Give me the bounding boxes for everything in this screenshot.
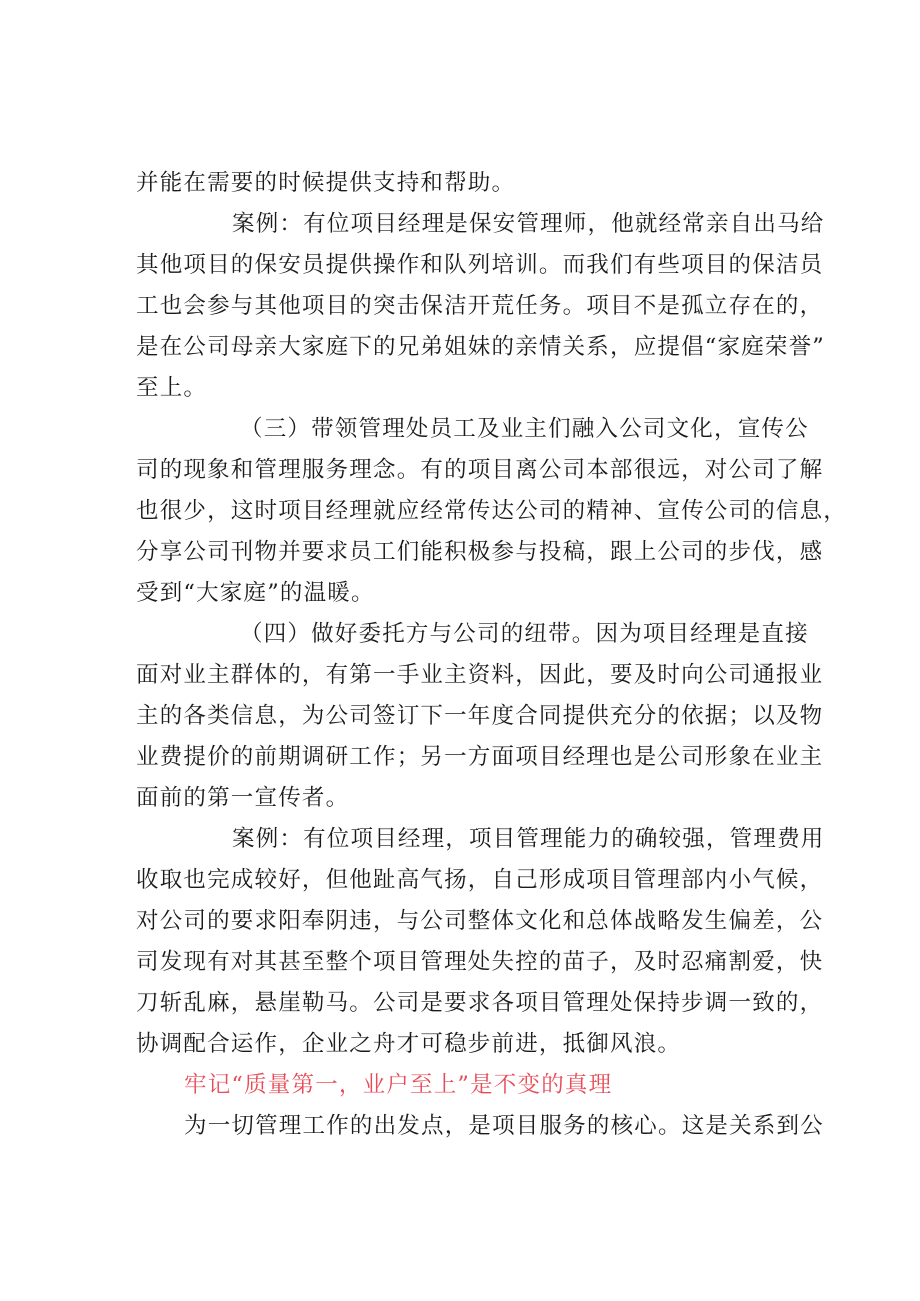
case-paragraph-line: 案例：有位项目经理是保安管理师，他就经常亲自出马给 <box>232 211 825 237</box>
paragraph-line: 其他项目的保安员提供操作和队列培训。而我们有些项目的保洁员 <box>136 252 824 278</box>
paragraph-line: 业费提价的前期调研工作；另一方面项目经理也是公司形象在业主 <box>136 744 824 770</box>
paragraph-line: 并能在需要的时候提供支持和帮助。 <box>136 170 516 196</box>
case-paragraph-line: 案例：有位项目经理，项目管理能力的确较强，管理费用 <box>232 826 825 852</box>
paragraph-line: 面对业主群体的，有第一手业主资料，因此，要及时向公司通报业 <box>136 662 824 688</box>
paragraph-line: 协调配合运作，企业之舟才可稳步前进，抵御风浪。 <box>136 1031 682 1057</box>
paragraph-line: 对公司的要求阳奉阴违，与公司整体文化和总体战略发生偏差，公 <box>136 908 824 934</box>
paragraph-line: 工也会参与其他项目的突击保洁开荒任务。项目不是孤立存在的， <box>136 293 824 319</box>
section-heading: 牢记“质量第一，业户至上”是不变的真理 <box>184 1072 613 1098</box>
paragraph-line: 是在公司母亲大家庭下的兄弟姐妹的亲情关系，应提倡“家庭荣誉” <box>136 334 826 360</box>
paragraph-line: 刀斩乱麻，悬崖勒马。公司是要求各项目管理处保持步调一致的， <box>136 990 824 1016</box>
paragraph-line: 为一切管理工作的出发点，是项目服务的核心。这是关系到公 <box>184 1113 824 1139</box>
paragraph-line: 至上。 <box>136 375 208 401</box>
paragraph-line: 司的现象和管理服务理念。有的项目离公司本部很远，对公司了解 <box>136 457 824 483</box>
paragraph-line: 受到“大家庭”的温暖。 <box>136 580 375 606</box>
paragraph-line: 也很少，这时项目经理就应经常传达公司的精神、宣传公司的信息， <box>136 498 848 524</box>
paragraph-line: 分享公司刊物并要求员工们能积极参与投稿，跟上公司的步伐，感 <box>136 539 824 565</box>
paragraph-line: 司发现有对其甚至整个项目管理处失控的苗子，及时忍痛割爱，快 <box>136 949 824 975</box>
paragraph-line: 面前的第一宣传者。 <box>136 785 350 811</box>
paragraph-line: 主的各类信息，为公司签订下一年度合同提供充分的依据；以及物 <box>136 703 824 729</box>
section-three-line: （三）带领管理处员工及业主们融入公司文化，宣传公 <box>240 416 809 442</box>
paragraph-line: 收取也完成较好，但他趾高气扬，自己形成项目管理部内小气候， <box>136 867 824 893</box>
section-four-line: （四）做好委托方与公司的纽带。因为项目经理是直接 <box>240 621 809 647</box>
